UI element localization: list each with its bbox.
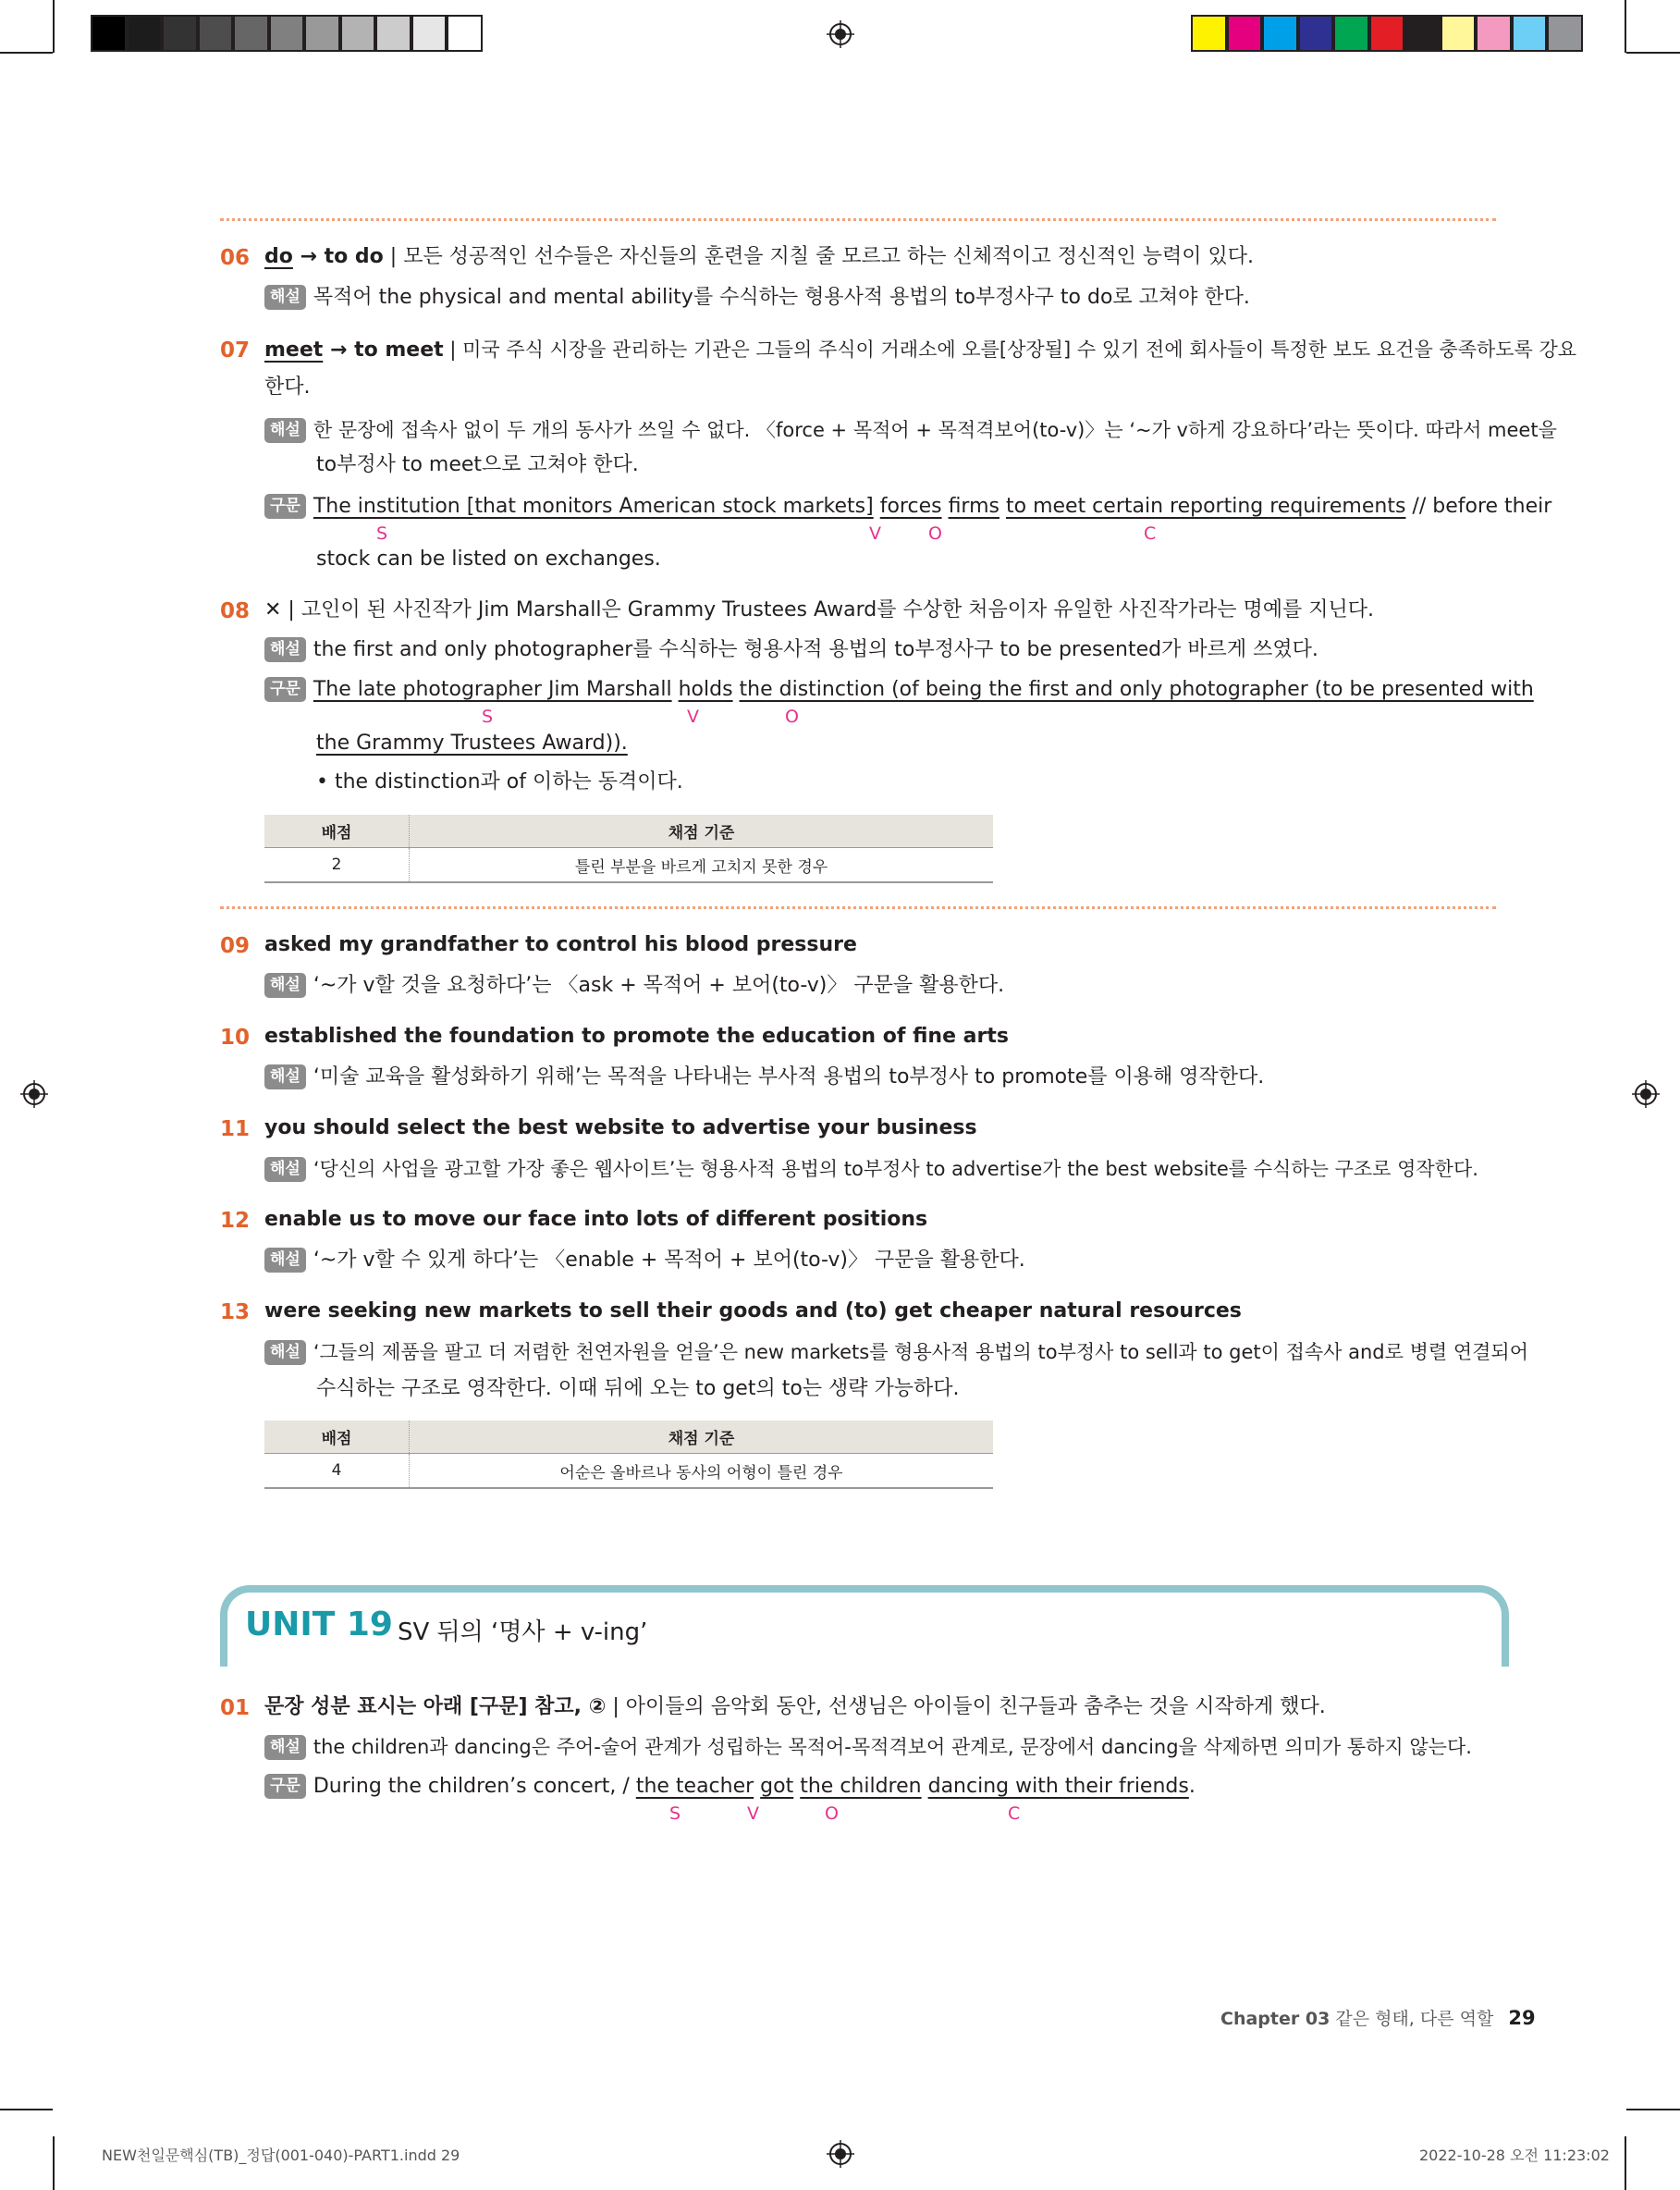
answer-text: enable us to move our face into lots of different positions [264,1208,928,1231]
label-verb: V [869,523,881,544]
label-object: O [825,1803,839,1824]
registration-mark-icon [827,2140,854,2168]
color-swatch [1369,15,1405,52]
syntax-continued: stock can be listed on exchanges. [316,548,661,571]
explanation-line [264,416,1557,445]
answer-line [264,597,1374,624]
answer-mark: ✕ [264,598,282,621]
slug-datetime: 2022-10-28 오전 11:23:02 [1419,2147,1610,2164]
explanation-text: the first and only photographer를 수식하는 형용사적 용법의 to부정사구 to be presented가 바르게 쓰였다. [313,638,1318,661]
syntax-verb: forces [879,495,942,518]
criteria-header: 채점 기준 [410,815,994,848]
answer-text: 문장 성분 표시는 아래 [구문] 참고, ② [264,1695,607,1718]
color-swatch [1227,15,1263,52]
color-swatch [304,15,340,52]
arrow: → [323,338,355,362]
explain-badge: 해설 [264,1340,306,1365]
syntax-subject: the teacher [635,1775,754,1798]
color-swatch [198,15,234,52]
explanation-text: the children과 dancing은 주어-술어 관계가 성립하는 목적어-목적격보어 관계로, 문장에서 dancing을 삭제하면 의미가 통하지 않는다. [313,1736,1472,1758]
answer-wrong: do [264,245,293,268]
syntax-lead: During the children’s concert, / [313,1775,636,1798]
syntax-complement: to meet certain reporting requirements [1005,495,1406,518]
criteria-value: 틀린 부분을 바르게 고치지 못한 경우 [410,848,994,883]
score-value: 4 [264,1454,410,1489]
explanation-line [264,1064,1264,1091]
syntax-subject: The late photographer Jim Marshall [313,678,672,701]
page-number: 29 [1508,2007,1536,2029]
question-number: 11 [220,1117,251,1141]
scoring-table [264,815,993,883]
color-swatch [269,15,305,52]
translation: | 아이들의 음악회 동안, 선생님은 아이들이 친구들과 춤추는 것을 시작하게 했다. [606,1695,1326,1718]
explain-badge: 해설 [264,1735,306,1760]
question-number: 07 [220,338,251,363]
question-number: 06 [220,246,251,270]
section-divider [220,218,1496,221]
syntax-badge: 구문 [264,1774,306,1799]
answer-text: asked my grandfather to control his blood pressure [264,933,857,956]
color-swatch [91,15,127,52]
syntax-line [264,493,1551,521]
label-object: O [785,707,799,727]
color-swatch [1298,15,1334,52]
registration-mark-icon [20,1080,48,1108]
color-swatch [233,15,269,52]
unit-label: UNIT 19 [245,1606,393,1643]
syntax-object-continued: the Grammy Trustees Award)). [316,732,628,755]
answer-line [264,1693,1326,1721]
registration-mark-icon [1632,1080,1660,1108]
label-subject: S [376,523,388,544]
syntax-object: the children [800,1775,922,1798]
syntax-subject: The institution [that monitors American stock markets] [313,495,874,518]
explanation-text: ‘그들의 제품을 팔고 더 저렴한 천연자원을 얻을’은 new markets를 형용사적 용법의 to부정사 to sell과 to get이 접속사 and로 병렬 연결되어 [313,1341,1528,1363]
registration-mark-icon [827,20,854,48]
explanation-line [264,1733,1472,1762]
syntax-badge: 구문 [264,677,306,702]
explanation-text: ‘~가 v할 것을 요청하다’는 〈ask + 목적어 + 보어(to-v)〉 구문을 활용한다. [313,974,1005,997]
label-object: O [928,523,942,544]
color-swatch [162,15,198,52]
explanation-continued: to부정사 to meet으로 고쳐야 한다. [316,453,639,476]
criteria-value: 어순은 올바르나 동사의 어형이 틀린 경우 [410,1454,994,1489]
explanation-line [264,1155,1478,1184]
syntax-object: firms [948,495,999,518]
chapter-title: 같은 형태, 다른 역할 [1335,2009,1494,2029]
answer-text: you should select the best website to advertise your business [264,1116,977,1139]
label-complement: C [1008,1803,1021,1824]
answer-text: were seeking new markets to sell their goods and (to) get cheaper natural resources [264,1299,1242,1323]
explain-badge: 해설 [264,637,306,662]
explanation-text: ‘~가 v할 수 있게 하다’는 〈enable + 목적어 + 보어(to-v)〉 구문을 활용한다. [313,1249,1025,1272]
syntax-continued [316,730,628,757]
answer-correct: to do [324,245,384,268]
scoring-table [264,1421,993,1489]
explanation-line [264,1247,1025,1274]
color-swatch [1333,15,1369,52]
label-complement: C [1144,523,1157,544]
explanation-continued: 수식하는 구조로 영작한다. 이때 뒤에 오는 to get의 to는 생략 가능하다. [316,1377,960,1400]
label-verb: V [687,707,699,727]
syntax-object: the distinction (of being the first and only photographer (to be presented with [739,678,1534,701]
syntax-verb: holds [678,678,733,701]
color-swatch [411,15,448,52]
color-swatch [375,15,411,52]
question-number: 13 [220,1300,251,1324]
explanation-text: 한 문장에 접속사 없이 두 개의 동사가 쓰일 수 없다. 〈force + 목적어 + 목적격보어(to-v)〉는 ‘~가 v하게 강요하다’라는 뜻이다. 따라서 meet을 [313,419,1557,441]
answer-line [264,243,1254,271]
syntax-rest: // before their [1405,495,1552,518]
explain-badge: 해설 [264,1157,306,1182]
syntax-note: • the distinction과 of 이하는 동격이다. [316,770,683,794]
translation: | 미국 주식 시장을 관리하는 기관은 그들의 주식이 거래소에 오를[상장될] 수 있기 전에 회사들이 특정한 보도 요건을 충족하도록 강요 [443,338,1577,361]
syntax-line [264,676,1534,704]
color-swatch [1547,15,1583,52]
label-verb: V [747,1803,759,1824]
explanation-text: 목적어 the physical and mental ability를 수식하는 형용사적 용법의 to부정사구 to do로 고쳐야 한다. [313,286,1250,309]
question-number: 09 [220,934,251,958]
answer-line [264,336,1576,364]
color-swatch [127,15,163,52]
color-swatch [1404,15,1441,52]
score-header: 배점 [264,815,410,848]
syntax-line [264,1773,1196,1801]
explain-badge: 해설 [264,1064,306,1089]
explanation-line [264,284,1250,312]
section-divider [220,906,1496,909]
answer-correct: to meet [354,338,444,362]
chapter-number: Chapter 03 [1220,2009,1331,2029]
question-number: 01 [220,1696,251,1720]
slug-file-info: NEW천일문핵심(TB)_정답(001-040)-PART1.indd 29 [102,2147,460,2164]
explain-badge: 해설 [264,285,306,310]
explain-badge: 해설 [264,418,306,443]
translation: | 모든 성공적인 선수들은 자신들의 훈련을 지칠 줄 모르고 하는 신체적이고 정신적인 능력이 있다. [383,245,1254,268]
color-swatch [1191,15,1227,52]
translation-continued: 한다. [264,375,311,399]
page-footer [1220,2005,1536,2030]
color-swatch [340,15,376,52]
question-number: 10 [220,1026,251,1050]
translation: | 고인이 된 사진작가 Jim Marshall은 Grammy Trustees Award를 수상한 처음이자 유일한 사진작가라는 명예를 지닌다. [281,598,1374,621]
question-number: 12 [220,1209,251,1233]
answer-wrong: meet [264,338,324,362]
color-swatch [1476,15,1512,52]
arrow: → [292,245,325,268]
syntax-complement: dancing with their friends [927,1775,1189,1798]
explain-badge: 해설 [264,1248,306,1273]
explanation-line [264,1338,1528,1367]
syntax-badge: 구문 [264,494,306,519]
label-subject: S [482,707,494,727]
answer-text: established the foundation to promote the education of fine arts [264,1025,1009,1048]
syntax-end: . [1188,1775,1196,1798]
explanation-line [264,972,1004,1000]
color-swatch [1262,15,1298,52]
explanation-line [264,636,1318,664]
explanation-text: ‘미술 교육을 활성화하기 위해’는 목적을 나타내는 부사적 용법의 to부정사 to promote를 이용해 영작한다. [313,1065,1265,1089]
color-swatch [447,15,483,52]
question-number: 08 [220,599,251,623]
explanation-text: ‘당신의 사업을 광고할 가장 좋은 웹사이트’는 형용사적 용법의 to부정사 to advertise가 the best website를 수식하는 구조로 영작한다. [313,1158,1478,1180]
criteria-header: 채점 기준 [410,1421,994,1454]
syntax-verb: got [760,1775,794,1798]
unit-title: SV 뒤의 ‘명사 + v-ing’ [398,1618,648,1646]
color-swatch [1512,15,1548,52]
label-subject: S [669,1803,681,1824]
explain-badge: 해설 [264,973,306,998]
color-swatch [1441,15,1477,52]
score-value: 2 [264,848,410,883]
score-header: 배점 [264,1421,410,1454]
